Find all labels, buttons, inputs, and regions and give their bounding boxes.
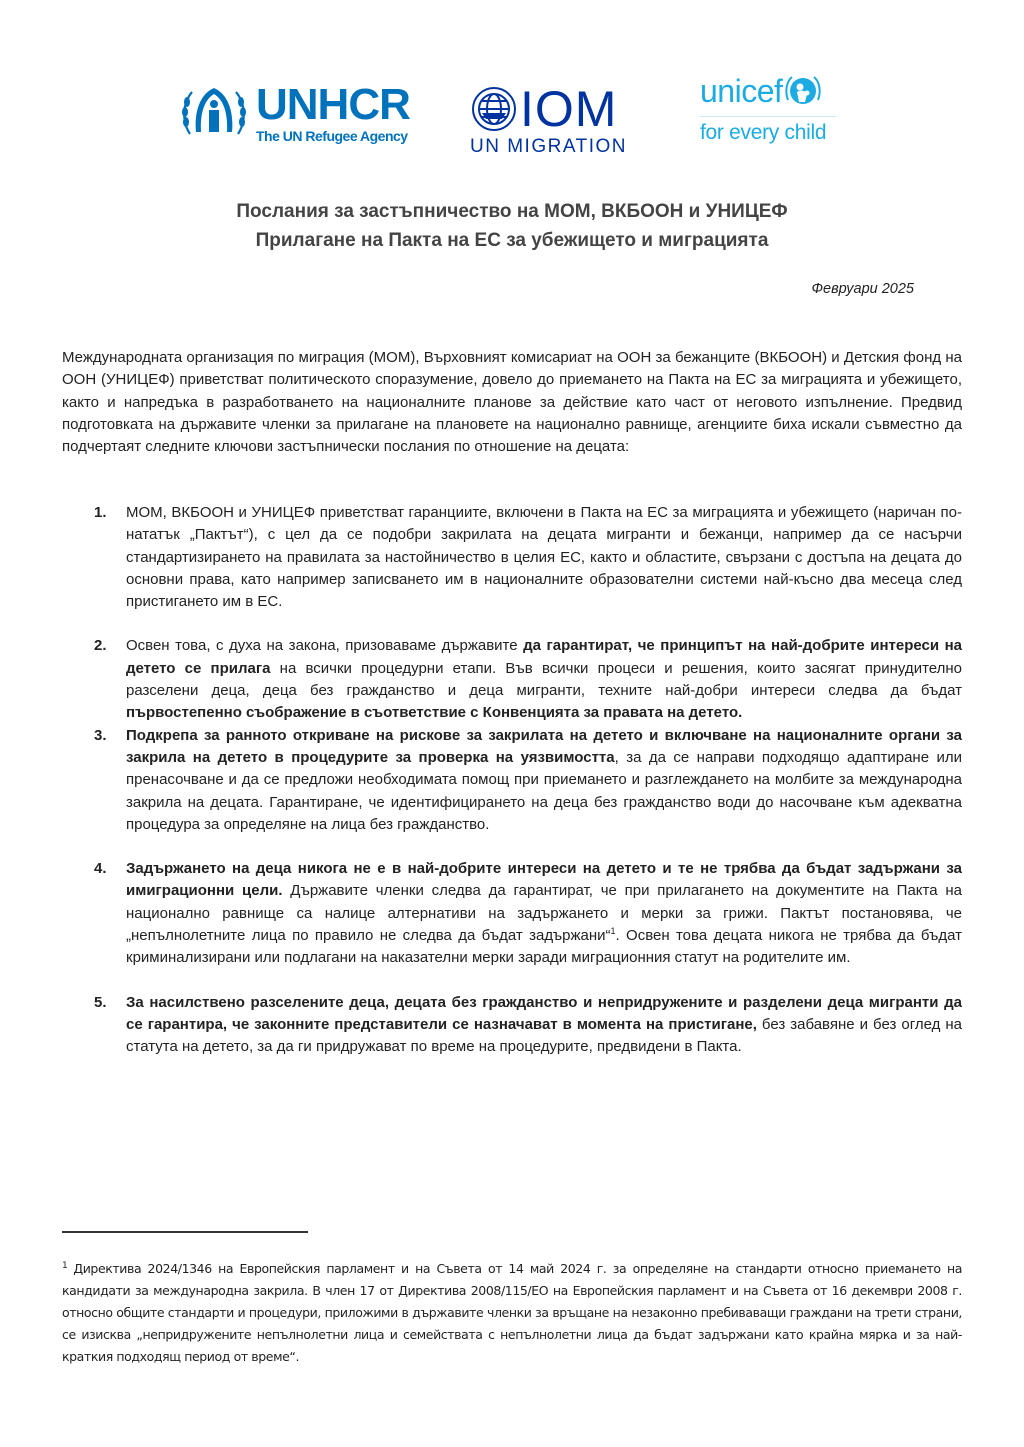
- unicef-divider: [700, 116, 836, 117]
- document-title: [0, 197, 1024, 255]
- footnote: [62, 1258, 962, 1368]
- unhcr-logo: [180, 82, 410, 144]
- unhcr-tagline: The UN Refugee Agency: [256, 128, 408, 144]
- item-emphasis: За насилствено разселените деца, децата без гражданство и непридружените и разделени деца мигранти да се гарантира, че законните представители се назначават в момента на пристигане,: [126, 993, 962, 1033]
- item-text: Държавите членки следва да гарантират, че при прилагането на документите на Пакта на национално равнище са налице алтернативи на задържането и мерки за грижи. Пактът постановява, че „непълнолетните лица по правило не следва да бъдат задържани“: [126, 882, 962, 945]
- item-number: 1.: [94, 504, 107, 521]
- item-emphasis: Задържането на деца никога не е в най-добрите интереси на детето и те не трябва да бъдат задържани за имиграционни цели.: [126, 860, 962, 900]
- unicef-logo: [700, 72, 836, 145]
- list-item: [62, 502, 962, 613]
- title-line-2: Прилагане на Пакта на ЕС за убежището и миграцията: [255, 230, 769, 251]
- intro-paragraph: Международната организация по миграция (МОМ), Върховният комисариат на ООН за бежанците (ВКБООН) и Детския фонд на ООН (УНИЦЕФ) приветстват политическото споразумение, довело до приемането на Пакта на ЕС за миграцията и убежището, както и напредъка в разработването на националните планове за действие като част от неговото изпълнение. Предвид подготовката на държавите членки за прилагане на плановете на национално равнище, агенциите биха искали съвместно да подчертаят следните ключови застъпнически послания по отношение на децата:: [62, 349, 962, 456]
- footnote-text: Директива 2024/1346 на Европейския парламент и на Съвета от 14 май 2024 г. за определяне на стандарти относно приемането на кандидати за международна закрила. В член 17 от Директива 2008/115/ЕО на Европейския парламент и на Съвета от 16 декември 2008 г. относно общите стандарти и процедури, приложими в държавите членки за връщане на незаконно пребиваващи граждани на трети страни, се изисква „непридружените непълнолетни лица и семействата с непълнолетни лица да бъдат задържани като крайна мярка и за най-краткия подходящ период от време“.: [62, 1261, 962, 1364]
- advocacy-messages-list: [62, 502, 962, 1059]
- item-emphasis: да гарантират, че принципът на най-добрите интереси на детето се прилага: [126, 637, 963, 677]
- item-emphasis: първостепенно съображение в съответствие с Конвенцията за правата на детето.: [126, 704, 743, 722]
- item-number: 5.: [94, 993, 107, 1011]
- list-item: [62, 725, 962, 836]
- item-text: , за да се направи подходящо адаптиране или пренасочване и да се предложи необходимата помощ при приемането и разглеждането на молбите за международна закрила на децата. Гарантиране, че идентифицирането на деца без гражданство води до насочване към адекватна процедура за определяне на лица без гражданство.: [126, 748, 963, 833]
- item-text: на всички процедурни етапи. Във всички процеси и решения, които засягат принудително разселени деца, деца без гражданство и деца мигранти, техните най-добри интереси следва да бъдат: [126, 659, 962, 700]
- list-item: [62, 992, 962, 1059]
- item-number: 4.: [94, 860, 107, 878]
- iom-globe-icon: [470, 85, 518, 133]
- item-text: без забавяне и без оглед на статута на детето, за да ги придружават по време на процедурите, предвидени в Пакта.: [126, 1015, 962, 1056]
- item-number: 2.: [94, 637, 107, 655]
- document-date: Февруари 2025: [811, 281, 914, 297]
- list-item: [62, 635, 962, 724]
- iom-logo: [470, 81, 627, 158]
- iom-name: IOM: [520, 81, 618, 137]
- item-number: 3.: [94, 726, 107, 744]
- unhcr-name: UNHCR: [256, 80, 410, 129]
- unicef-tagline: for every child: [700, 121, 827, 144]
- item-text: Освен това, с духа на закона, призоваваме държавите: [126, 637, 524, 655]
- unicef-emblem-icon: [784, 72, 822, 110]
- list-item: [62, 858, 962, 969]
- footnote-separator: [62, 1231, 308, 1233]
- partner-logos: [0, 73, 1024, 158]
- footnote-number: 1: [62, 1260, 68, 1271]
- iom-tagline: UN MIGRATION: [470, 136, 627, 157]
- item-emphasis: Подкрепа за ранното откриване на рискове за закрилата на детето и включване на националните органи за закрила на детето в процедурите за проверка на уязвимостта: [126, 726, 962, 766]
- title-line-1: Послания за застъпничество на МОМ, ВКБООН и УНИЦЕФ: [236, 201, 788, 222]
- unhcr-emblem-icon: [180, 82, 248, 144]
- footnote-reference[interactable]: 1: [610, 926, 616, 937]
- unicef-name: unicef: [700, 73, 783, 109]
- item-text: МОМ, ВКБООН и УНИЦЕФ приветстват гаранциите, включени в Пакта на ЕС за миграцията и убежището (наричан по-нататък „Пактът“), с цел да се подобри закрилата на децата мигранти и бежанци, например да се насърчи стандартизирането на правилата за настойничество в целия ЕС, както и областите, свързани с достъпа на децата до основни права, като например записването им в националните образователни системи най-късно два месеца след пристигането им в ЕС.: [126, 504, 962, 611]
- item-text: . Освен това децата никога не трябва да бъдат криминализирани или подлагани на наказателни мерки заради миграционния статут на родителите им.: [126, 927, 962, 967]
